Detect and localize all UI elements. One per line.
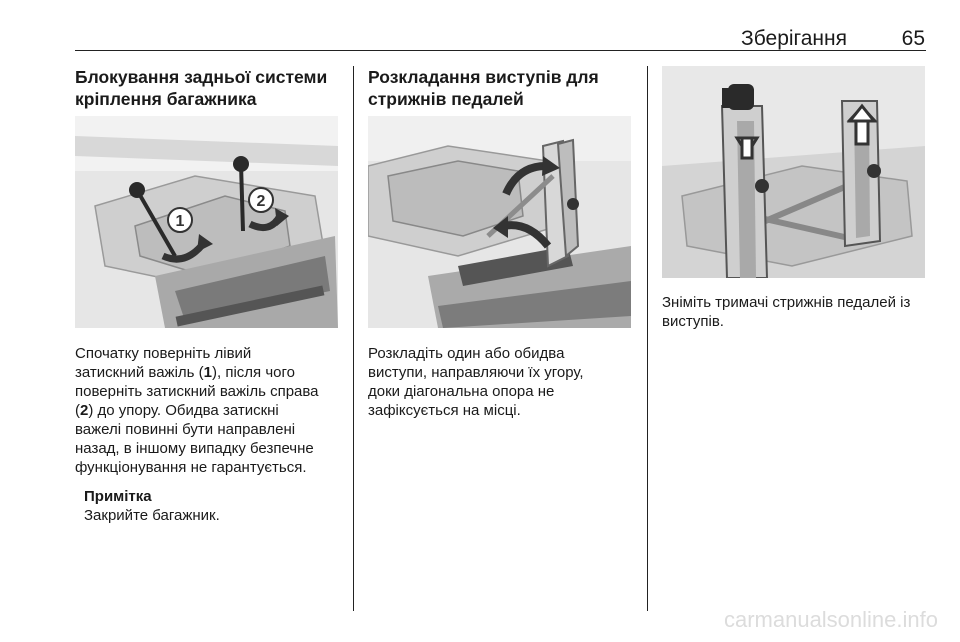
figure-remove-holders bbox=[662, 66, 925, 278]
text-line: поверніть затискний важіль справа bbox=[75, 383, 319, 400]
text-line: Спочатку поверніть лівий bbox=[75, 345, 252, 362]
text-line: зафіксується на місці. bbox=[368, 402, 521, 419]
column-2-body bbox=[368, 344, 640, 420]
text-line: ) до упору. Обидва затискні bbox=[88, 402, 279, 419]
text-line: виступів. bbox=[662, 313, 724, 330]
bold-ref-2: 2 bbox=[80, 402, 89, 419]
column-1 bbox=[75, 66, 345, 110]
heading-line: стрижнів педалей bbox=[368, 89, 524, 109]
heading-line: Розкладання виступів для bbox=[368, 67, 599, 87]
callout-1: 1 bbox=[175, 213, 185, 230]
column-divider-1 bbox=[353, 66, 354, 611]
text-line: функціонування не гарантується. bbox=[75, 459, 307, 476]
heading-line: Блокування задньої системи bbox=[75, 67, 328, 87]
instruction-paragraph bbox=[368, 344, 640, 420]
column-2 bbox=[368, 66, 643, 110]
bold-ref-1: 1 bbox=[203, 364, 212, 381]
column-divider-2 bbox=[647, 66, 648, 611]
heading-line: кріплення багажника bbox=[75, 89, 257, 109]
text-line: виступи, направляючи їх угору, bbox=[368, 364, 584, 381]
header-rule bbox=[75, 50, 926, 51]
page-number: 65 bbox=[901, 27, 925, 50]
watermark: carmanualsonline.info bbox=[723, 607, 938, 632]
instruction-paragraph bbox=[662, 293, 930, 331]
column-1-body bbox=[75, 344, 347, 525]
text-line: назад, в іншому випадку безпечне bbox=[75, 440, 314, 457]
section-title: Зберігання bbox=[741, 27, 847, 50]
text-line: Розкладіть один або обидва bbox=[368, 345, 565, 362]
note-box bbox=[84, 487, 347, 525]
note-text: Закрийте багажник. bbox=[84, 507, 220, 524]
figure-unfold-supports bbox=[368, 116, 631, 328]
text-line: ), після чого bbox=[212, 364, 295, 381]
column-3-body bbox=[662, 293, 930, 331]
instruction-paragraph bbox=[75, 344, 347, 477]
figure-trunk-lock-levers bbox=[75, 116, 338, 328]
note-title: Примітка bbox=[84, 488, 152, 505]
text-line: доки діагональна опора не bbox=[368, 383, 555, 400]
section-heading-pedal-rods bbox=[368, 66, 643, 110]
page-header bbox=[75, 24, 925, 50]
text-line: ( bbox=[75, 402, 80, 419]
callout-2: 2 bbox=[256, 193, 266, 210]
section-heading-trunk-lock bbox=[75, 66, 345, 110]
text-line: Зніміть тримачі стрижнів педалей із bbox=[662, 294, 911, 311]
text-line: важелі повинні бути направлені bbox=[75, 421, 296, 438]
text-line: затискний важіль ( bbox=[75, 364, 204, 381]
